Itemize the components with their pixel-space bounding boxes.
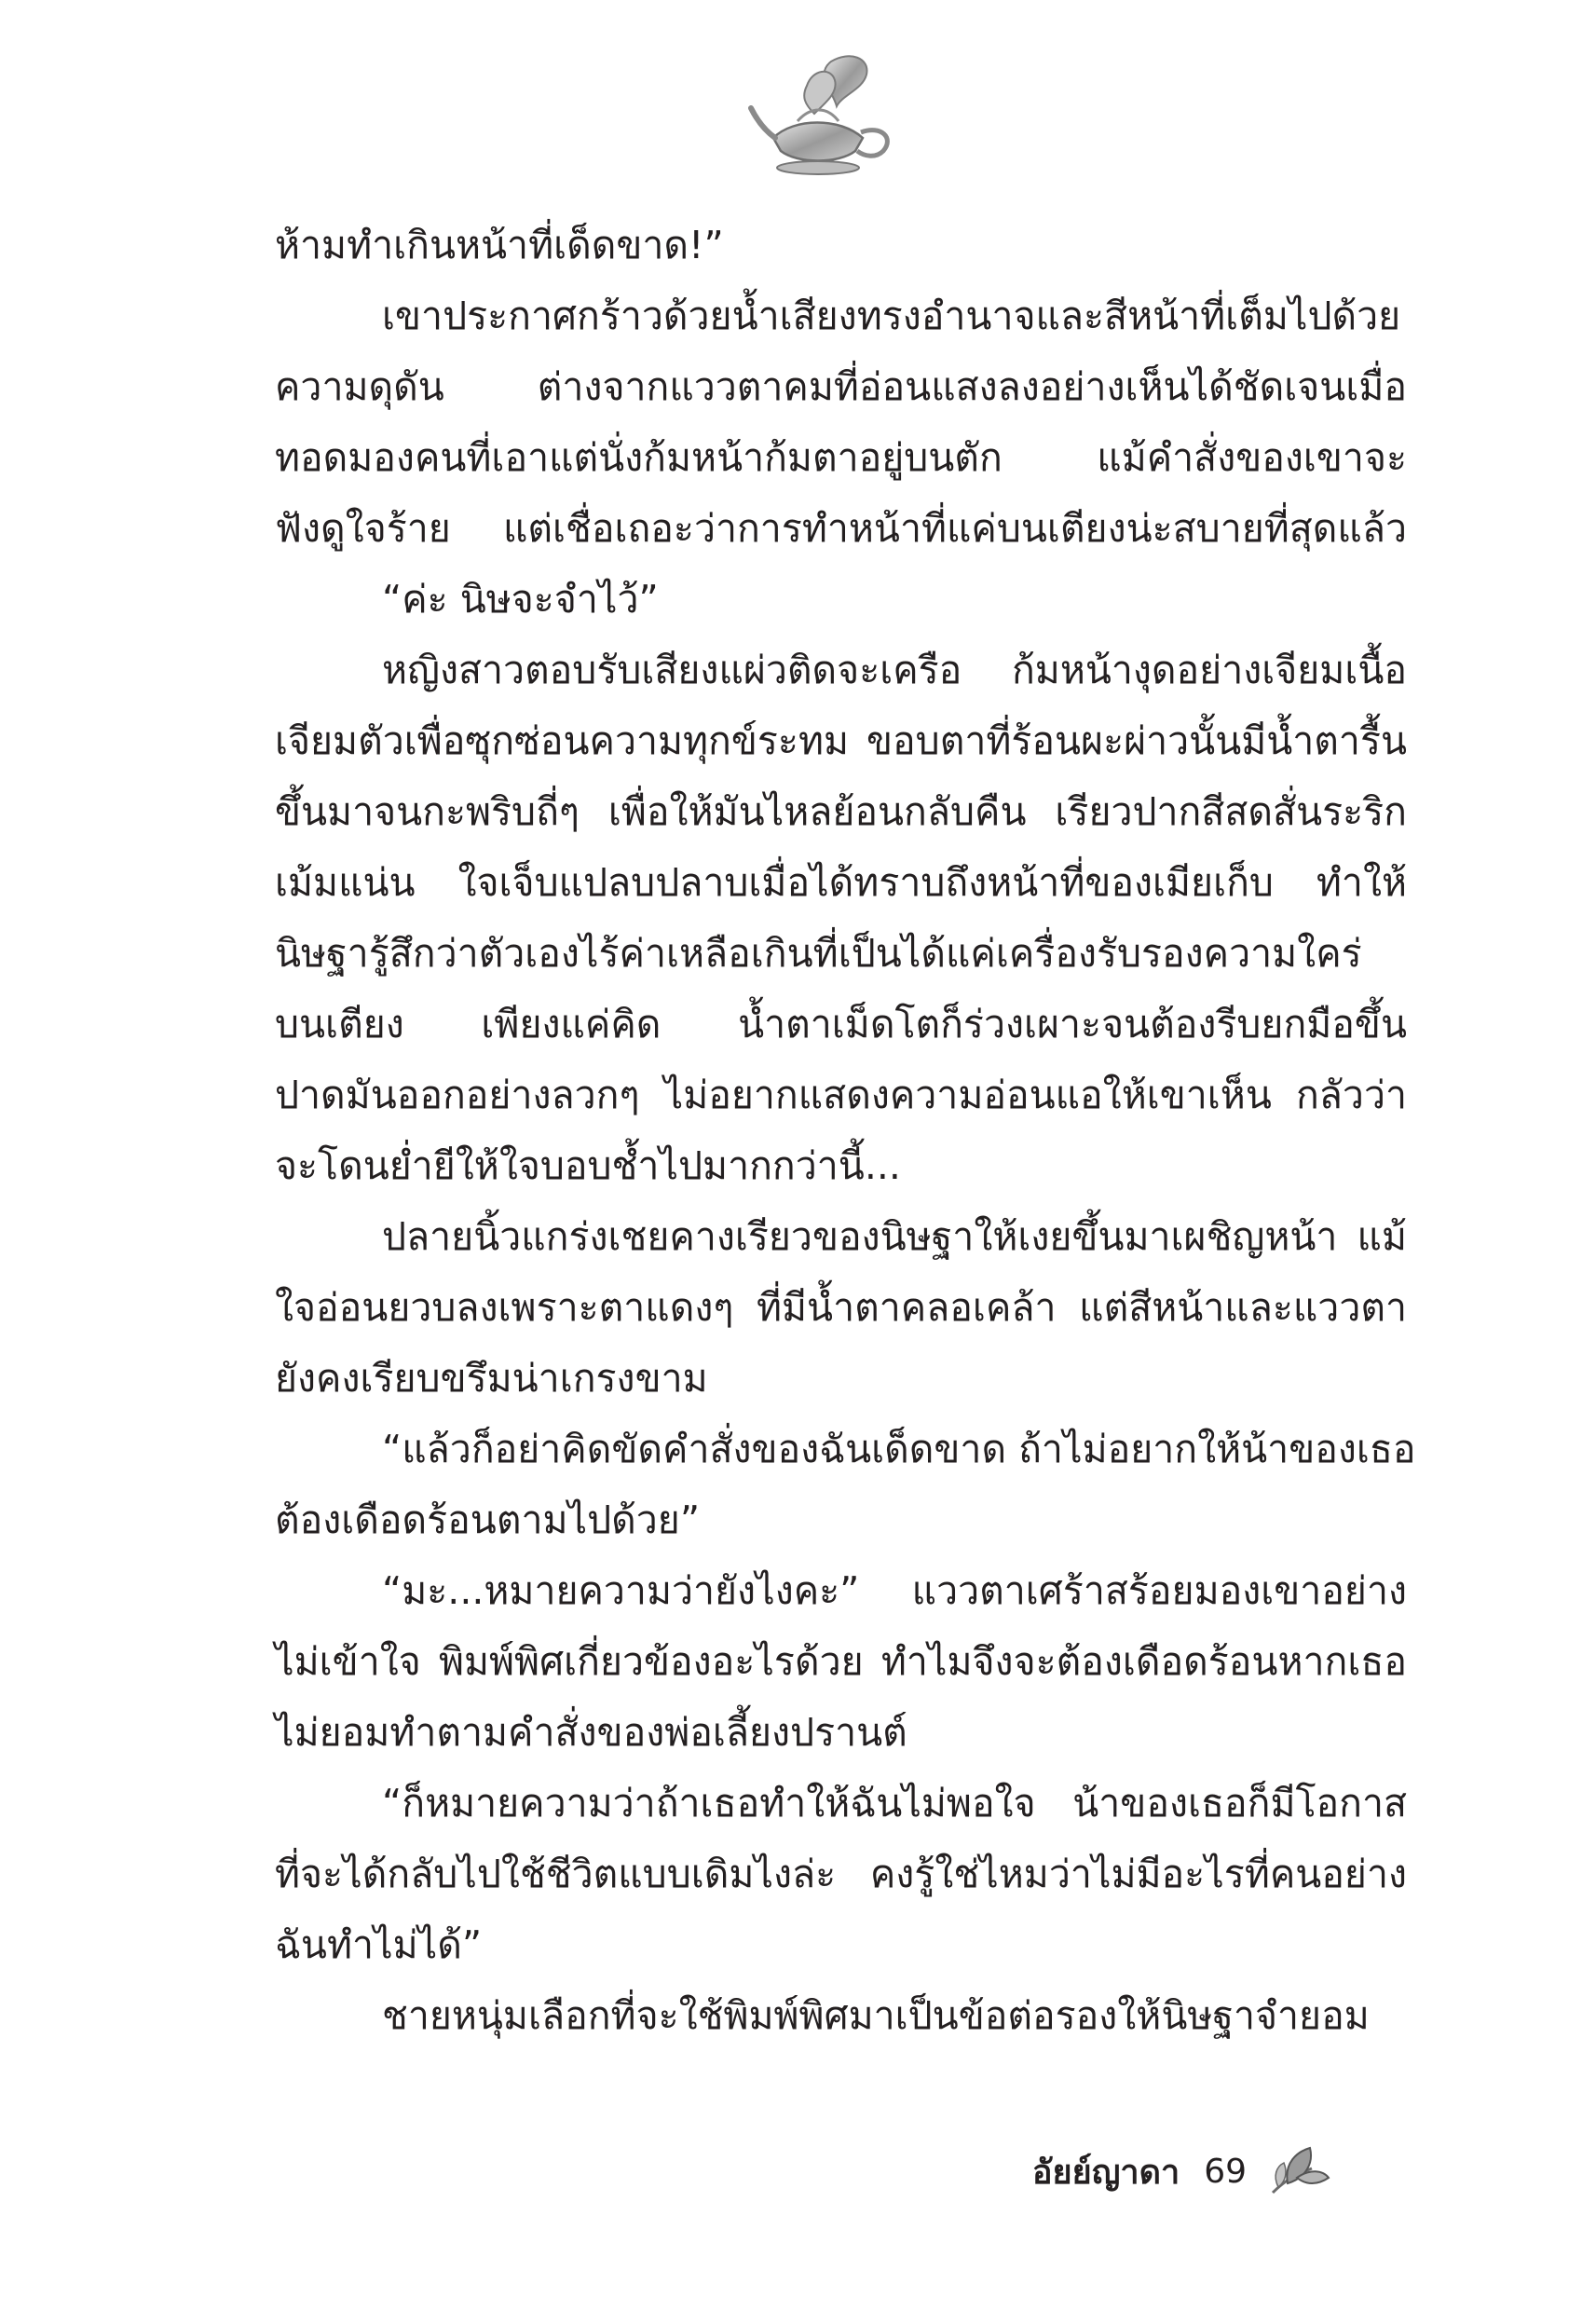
text-line: หญิงสาวตอบรับเสียงแผ่วติดจะเครือ ก้มหน้างุดอย่างเจียมเนื้อ xyxy=(382,648,1407,692)
text-line: ฟังดูใจร้าย แต่เชื่อเถอะว่าการทำหน้าที่แค่บนเตียงน่ะสบายที่สุดแล้ว xyxy=(275,506,1407,551)
text-line: ชายหนุ่มเลือกที่จะใช้พิมพ์พิศมาเป็นข้อต่อรองให้นิษฐาจำยอม xyxy=(382,1993,1370,2038)
footer xyxy=(1032,2145,1330,2198)
body-text xyxy=(275,210,1416,2051)
text-line: ไม่เข้าใจ พิมพ์พิศเกี่ยวข้องอะไรด้วย ทำไมจึงจะต้องเดือดร้อนหากเธอ xyxy=(275,1639,1407,1684)
page-number: 69 xyxy=(1204,2153,1247,2191)
text-line: ที่จะได้กลับไปใช้ชีวิตแบบเดิมไงล่ะ คงรู้ใช่ไหมว่าไม่มีอะไรที่คนอย่าง xyxy=(275,1852,1407,1896)
teapot-emblem-icon xyxy=(745,48,904,179)
text-line: ต้องเดือดร้อนตามไปด้วย” xyxy=(275,1497,701,1542)
text-line: เจียมตัวเพื่อซุกซ่อนความทุกข์ระทม ขอบตาที่ร้อนผะผ่าวนั้นมีน้ำตารื้น xyxy=(275,718,1407,763)
text-line: ไม่ยอมทำตามคำสั่งของพ่อเลี้ยงปรานต์ xyxy=(275,1710,907,1755)
tea-leaf-icon xyxy=(1269,2146,1330,2198)
text-line: “มะ...หมายความว่ายังไงคะ” แววตาเศร้าสร้อยมองเขาอย่าง xyxy=(382,1568,1407,1613)
text-line: “ก็หมายความว่าถ้าเธอทำให้ฉันไม่พอใจ น้าของเธอก็มีโอกาส xyxy=(382,1781,1407,1826)
text-line: ฉันทำไม่ได้” xyxy=(275,1922,483,1967)
text-line: เขาประกาศกร้าวด้วยน้ำเสียงทรงอำนาจและสีหน้าที่เต็มไปด้วย xyxy=(382,294,1401,338)
text-line: ใจอ่อนยวบลงเพราะตาแดงๆ ที่มีน้ำตาคลอเคล้า แต่สีหน้าและแววตา xyxy=(275,1285,1407,1330)
text-line: บนเตียง เพียงแค่คิด น้ำตาเม็ดโตก็ร่วงเผาะจนต้องรีบยกมือขึ้น xyxy=(275,1002,1407,1046)
text-line: ทอดมองคนที่เอาแต่นั่งก้มหน้าก้มตาอยู่บนตัก แม้คำสั่งของเขาจะ xyxy=(275,435,1407,480)
book-title: อัยย์ญาดา xyxy=(1031,2154,1180,2192)
text-line: จะโดนย่ำยีให้ใจบอบช้ำไปมากกว่านี้... xyxy=(275,1143,901,1188)
text-line: ปาดมันออกอย่างลวกๆ ไม่อยากแสดงความอ่อนแอให้เขาเห็น กลัวว่า xyxy=(275,1073,1407,1117)
text-line: นิษฐารู้สึกว่าตัวเองไร้ค่าเหลือเกินที่เป็นได้แค่เครื่องรับรองความใคร่ xyxy=(275,931,1362,976)
text-line: ความดุดัน ต่างจากแววตาคมที่อ่อนแสงลงอย่างเห็นได้ชัดเจนเมื่อ xyxy=(275,364,1407,409)
text-line: ปลายนิ้วแกร่งเชยคางเรียวของนิษฐาให้เงยขึ้นมาเผชิญหน้า แม้ xyxy=(382,1214,1407,1259)
text-line: ขึ้นมาจนกะพริบถี่ๆ เพื่อให้มันไหลย้อนกลับคืน เรียวปากสีสดสั่นระริก xyxy=(275,789,1407,834)
text-line: “ค่ะ นิษจะจำไว้” xyxy=(382,577,659,622)
text-line: “แล้วก็อย่าคิดขัดคำสั่งของฉันเด็ดขาด ถ้าไม่อยากให้น้าของเธอ xyxy=(382,1427,1416,1471)
text-line: เม้มแน่น ใจเจ็บแปลบปลาบเมื่อได้ทราบถึงหน้าที่ของเมียเก็บ ทำให้ xyxy=(275,860,1407,905)
text-line: ยังคงเรียบขรึมน่าเกรงขาม xyxy=(275,1356,708,1401)
text-line: ห้ามทำเกินหน้าที่เด็ดขาด!” xyxy=(275,223,724,267)
